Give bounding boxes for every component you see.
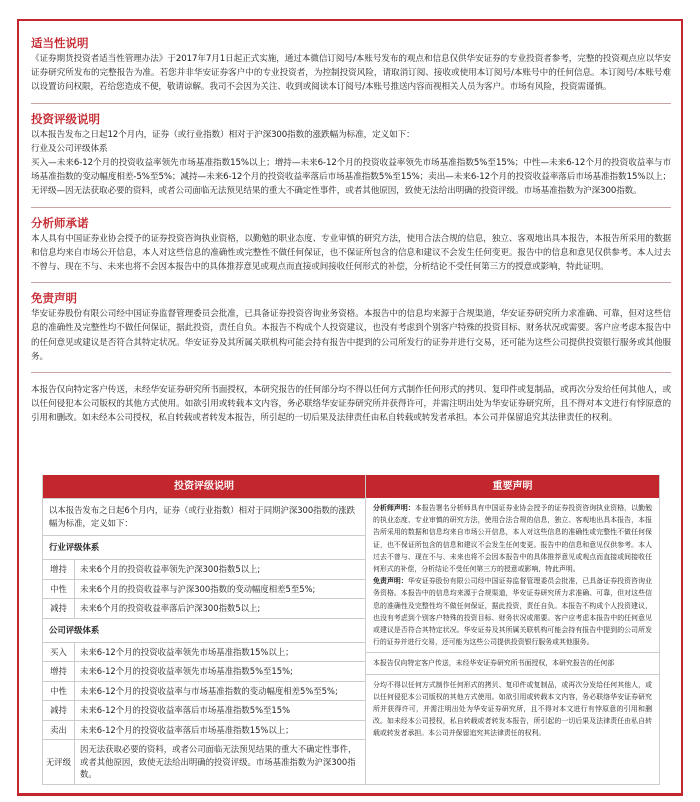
- industry-rating-title: 行业评级体系: [43, 535, 365, 559]
- rating-row: [43, 739, 365, 784]
- rating-definition: 未来6个月的投资收益率落后沪深300指数5以上;: [80, 603, 261, 613]
- rating-row: [43, 559, 365, 579]
- rating-definition: 未来6个月的投资收益率领先沪深300指数5以上;: [80, 564, 261, 574]
- section-analyst: [31, 216, 671, 275]
- divider: [31, 372, 671, 373]
- rating-row: [43, 700, 365, 720]
- rating-definition: 未来6-12个月的投资收益率落后市场基准指数15%以上；: [80, 724, 294, 735]
- rating-label: 卖出: [43, 721, 75, 740]
- section-line: 行业及公司评级体系: [31, 143, 108, 154]
- divider: [31, 282, 671, 283]
- section-text: 买入—未来6-12个月的投资收益率领先市场基准指数15%以上；增持—未来6-12个月的投资收益率领先市场基准指数5%至15%；中性—未来6-12个月的投资收益率与市场基准指数的变动幅度相差-5%至5%；减持—未来6-12个月的投资收益率落后市场基准指数5%至15%；卖出—未来6-12个月的投资收益率落后市场基准指数15%以上；无评级—因无法获取必要的资料，或者公司面临无法预见结果的重大不确定性事件，或者其他原因，致使无法给出明确的投资评级。市场基准指数为沪深300指数。: [31, 158, 671, 197]
- rating-label: 买入: [43, 643, 75, 662]
- rating-definition: 未来6-12个月的投资收益率领先市场基准指数15%以上；: [80, 646, 294, 657]
- rating-table-header: 投资评级说明: [43, 475, 365, 498]
- copyright-text: 本报告仅向特定客户传送，未经华安证券研究所书面授权，本研究报告的任何部分均不得以任何方式制作任何形式的拷贝、复印件或复制品，或再次分发给任何其他人，或以任何侵犯本公司版权的其他方式使用。如欲引用或转载本文内容，务必联络华安证券研究所并获得许可，并需注明出处为华安证券研究所，且不得对本文进行有悖原意的引用和删改。如未经本公司授权，私自转载或者转发本报告，所引起的一切后果及法律责任由私自转载或转发者承担。本公司并保留追究其法律责任的权利。: [31, 385, 671, 424]
- rating-definition: 未来6-12个月的投资收益率落后市场基准指数5%至15%: [80, 705, 291, 715]
- rating-definition: 未来6-12个月的投资收益率领先市场基准指数5%至15%;: [80, 666, 293, 676]
- section-rating: [31, 112, 671, 199]
- section-suitability: [31, 36, 671, 95]
- section-disclaimer: [31, 291, 671, 364]
- rating-row: [43, 642, 365, 662]
- analyst-label: 分析师声明：: [373, 504, 415, 512]
- rating-label: 增持: [43, 662, 75, 681]
- notice-table-header: 重要声明: [366, 475, 659, 498]
- section-line: 以本报告发布之日起12个月内，证券（或行业指数）相对于沪深300指数的涨跌幅为标准，定义如下：: [31, 129, 415, 140]
- section-title: 分析师承诺: [31, 215, 89, 230]
- rating-label: 减持: [43, 599, 75, 618]
- divider: [31, 103, 671, 104]
- company-rating-title: 公司评级体系: [43, 618, 365, 642]
- section-text: 华安证券股份有限公司经中国证券监督管理委员会批准，已具备证券投资咨询业务资格。本报告中的信息均来源于合规渠道，华安证券研究所力求准确、可靠，但对这些信息的准确性及完整性均不做任何保证，据此投资，责任自负。本报告不构成个人投资建议，也没有考虑到个别客户特殊的投资目标、财务状况或需要。客户应考虑本报告中的任何意见或建议是否符合其特定状况。华安证券及其所属关联机构可能会持有报告中提到的公司所发行的证券并进行交易，还可能为这些公司提供投资银行服务或其他服务。: [31, 309, 671, 362]
- notice-table: [366, 475, 660, 784]
- copyright-line-1: 本报告仅向特定客户传送，未经华安证券研究所书面授权，本研究报告的任何部: [366, 652, 659, 673]
- rating-definition: 因无法获取必要的资料，或者公司面临无法预见结果的重大不确定性事件，或者其他原因，致使无法给出明确的投资评级。市场基准指数为沪深300指数。: [80, 744, 357, 779]
- rating-table: [42, 475, 366, 784]
- rating-label: 中性: [43, 580, 75, 599]
- disclosure-content: [31, 36, 671, 426]
- analyst-text: 本报告署名分析师具有中国证券业协会授予的证券投资咨询执业资格，以勤勉的执业态度、专业审慎的研究方法，使用合法合规的信息，独立、客观地出具本报告，本报告所采用的数据和信息均来自市场公开信息，本人对这些信息的准确性或完整性不做任何保证，也不保证所包含的信息和建议不会发生任何变更。报告中的信息和意见仅供参考。本人过去不曾与、现在不与、未来也将不会因本报告中的具体推荐意见或观点而直接或间接收任何形式的补偿，分析结论不受任何第三方的授意或影响，特此声明。: [373, 504, 653, 574]
- section-title: 适当性说明: [31, 36, 89, 50]
- rating-label: 中性: [43, 682, 75, 701]
- rating-row: [43, 661, 365, 681]
- rating-label: 增持: [43, 560, 75, 579]
- rating-row: [43, 681, 365, 701]
- rating-intro: 以本报告发布之日起6个月内，证券（或行业指数）相对于同期沪深300指数的涨跌幅为标准，定义如下：: [43, 498, 365, 535]
- section-title: 免责声明: [31, 291, 77, 306]
- disclaimer-label: 免责声明：: [373, 577, 408, 586]
- rating-notice-tables: [42, 475, 660, 785]
- section-text: 《证券期货投资者适当性管理办法》于2017年7月1日起正式实施，通过本微信订阅号/本账号发布的观点和信息仅供华安证券的专业投资者参考，完整的投资观点应以华安证券研究所发布的完整报告为准。若您并非华安证券客户中的专业投资者，为控制投资风险，请取消订阅、接收或使用本订阅号/本账号中的任何信息。本订阅号/本账号难以设置访问权限，若给您造成不便，敬请谅解。我司不会因为关注、收到或阅读本订阅号/本账号推送内容而视相关人员为客户。市场有风险，投资需谨慎。: [31, 54, 671, 93]
- divider: [31, 207, 671, 208]
- rating-row: [43, 579, 365, 599]
- rating-definition: 未来6-12个月的投资收益率与市场基准指数的变动幅度相差5%至5%;: [80, 685, 338, 696]
- section-text: 本人具有中国证券业协会授予的证券投资咨询执业资格，以勤勉的职业态度、专业审慎的研究方法，使用合法合规的信息，独立、客观地出具本报告，本报告所采用的数据和信息均来自市场公开信息，本人对这些信息的准确性或完整性不做任何保证，也不保证所包含的信息和建议不会发生任何变更。报告中的信息和意见仅供参考。本人过去不曾与、现在不与、未来也将不会因本报告中的具体推荐意见或观点而直接或间接收任何形式的补偿，分析结论不受任何第三方的授意或影响，特此证明。: [31, 233, 671, 273]
- section-title: 投资评级说明: [31, 111, 100, 126]
- rating-label: 减持: [43, 701, 75, 720]
- disclaimer-text: 华安证券股份有限公司经中国证券监督管理委员会批准，已具备证券投资咨询业务资格。本报告中的信息均来源于合规渠道，华安证券研究所力求准确、可靠，但对这些信息的准确性及完整性均不做任何保证，据此投资，责任自负。本报告不构成个人投资建议，也没有考虑到个别客户特殊的投资目标、财务状况或需要。客户应考虑本报告中的任何意见或建议是否符合其特定状况。华安证券及其所属关联机构可能会持有报告中提到的公司所发行的证券并进行交易，还可能为这些公司提供投资银行服务或其他服务。: [373, 577, 653, 647]
- rating-row: [43, 598, 365, 618]
- analyst-statement: [366, 498, 659, 652]
- copyright-line-2: 分均不得以任何方式制作任何形式的拷贝、复印件或复制品，或再次分发给任何其他人，或以任何侵犯本公司版权的其他方式使用。如欲引用或转载本文内容，务必联络华安证券研究所并获得许可，并需注明出处为华安证券研究所，且不得对本文进行有悖原意的引用和删改。如未经本公司授权，私自转载或者转发本报告，所引起的一切后果及法律责任由私自转载或转发者承担。本公司并保留追究其法律责任的权利。: [366, 674, 659, 744]
- rating-row: [43, 720, 365, 740]
- rating-label: 无评级: [43, 740, 75, 784]
- rating-definition: 未来6个月的投资收益率与沪深300指数的变动幅度相差5至5%;: [80, 583, 316, 594]
